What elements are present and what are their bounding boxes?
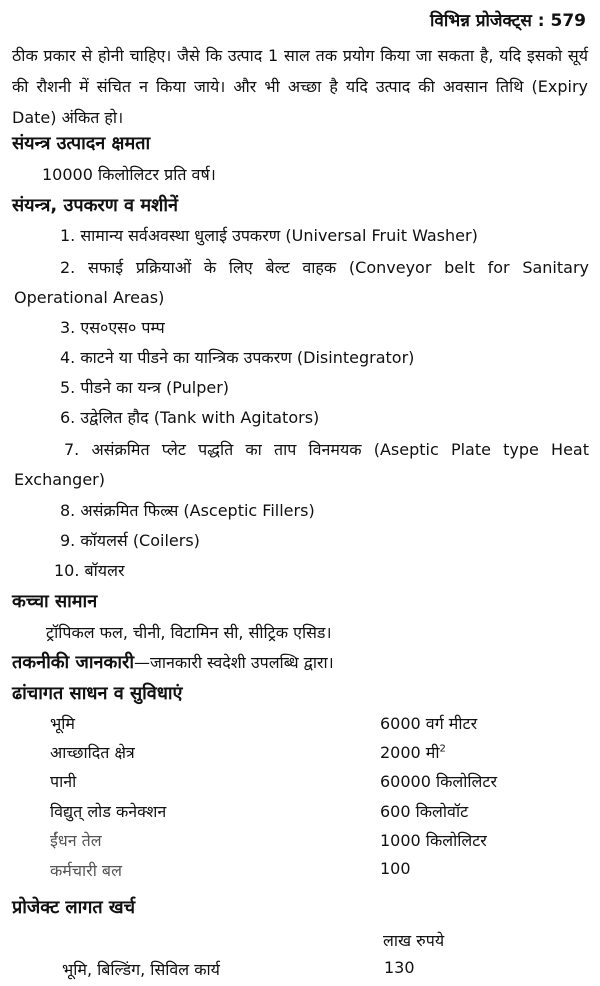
machinery-item-9: 9. कॉयलर्स (Coilers) [60, 531, 200, 550]
infra-label: ईंधन तेल [50, 831, 102, 850]
machinery-item-8: 8. असंक्रमित फिल्र्स (Asceptic Fillers) [60, 501, 315, 520]
machinery-item-2: 2. सफाई प्रक्रियाओं के लिए बेल्ट वाहक (Conveyor belt for Sanitary Operational Areas) [14, 258, 589, 307]
project-cost-heading: प्रोजेक्ट लागत खर्च [12, 897, 136, 918]
infra-row-covered-area [50, 741, 570, 769]
machinery-item-5: 5. पीडने का यन्त्र (Pulper) [60, 378, 230, 397]
infra-label: कर्मचारी बल [50, 861, 122, 880]
technical-info-line [12, 650, 334, 674]
machinery-item-3: 3. एस०एस० पम्प [60, 318, 165, 337]
cost-row-land-building [62, 958, 582, 986]
infra-label: आच्छादित क्षेत्र [50, 743, 135, 762]
infra-row-power [50, 800, 570, 828]
raw-material-text: ट्रॉपिकल फल, चीनी, विटामिन सी, सीट्रिक एसिड। [46, 623, 332, 642]
infra-label: विद्युत् लोड कनेक्शन [50, 802, 167, 821]
machinery-item-10: 10. बॉयलर [54, 561, 125, 580]
cost-value: 130 [384, 958, 415, 977]
infra-row-water [50, 770, 570, 798]
machinery-item-6: 6. उद्वेलित हौद (Tank with Agitators) [60, 408, 320, 427]
infra-row-staff [50, 859, 570, 887]
machinery-item-7: 7. असंक्रमित प्लेट पद्धति का ताप विनमयक (Aseptic Plate type Heat Exchanger) [14, 440, 589, 489]
technical-info-text: —जानकारी स्वदेशी उपलब्धि द्वारा। [134, 653, 334, 672]
cost-label: भूमि, बिल्डिंग, सिविल कार्य [62, 960, 220, 979]
infra-value: 1000 किलोलिटर [380, 831, 487, 850]
page-header: विभिन्न प्रोजेक्ट्स : 579 [430, 11, 586, 31]
machinery-item-4: 4. काटने या पीडने का यान्त्रिक उपकरण (Disintegrator) [60, 348, 415, 367]
infra-row-fuel [50, 829, 570, 857]
infra-value: 2000 मी$^2$ [380, 743, 446, 762]
infra-label: भूमि [50, 714, 75, 733]
superscript: 2 [439, 743, 446, 755]
machinery-item-1: 1. सामान्य सर्वअवस्था धुलाई उपकरण (Universal Fruit Washer) [60, 226, 478, 245]
infra-value: 6000 वर्ग मीटर [380, 714, 478, 733]
cost-unit: लाख रुपये [383, 931, 445, 950]
infra-row-land [50, 712, 570, 740]
machinery-heading: संयन्त्र, उपकरण व मशीनें [12, 195, 178, 216]
raw-material-heading: कच्चा सामान [12, 591, 98, 612]
technical-info-heading: तकनीकी जानकारी [12, 652, 135, 673]
infra-value: 600 किलोवॉट [380, 802, 469, 821]
infra-value: 60000 किलोलिटर [380, 772, 498, 791]
capacity-heading: संयन्त्र उत्पादन क्षमता [12, 133, 151, 154]
capacity-value: 10000 किलोलिटर प्रति वर्ष। [42, 165, 216, 184]
intro-paragraph: ठीक प्रकार से होनी चाहिए। जैसे कि उत्पाद 1 साल तक प्रयोग किया जा सकता है, यदि इसको सूर्य की रौशनी में संचित न किया जाये। और भी अच्छा है यदि उत्पाद की अवसान तिथि (Expiry Date) अंकित हो। [12, 46, 588, 127]
infrastructure-heading: ढांचागत साधन व सुविधाएं [12, 683, 183, 704]
infra-label: पानी [50, 772, 77, 791]
infra-value: 100 [380, 859, 411, 878]
